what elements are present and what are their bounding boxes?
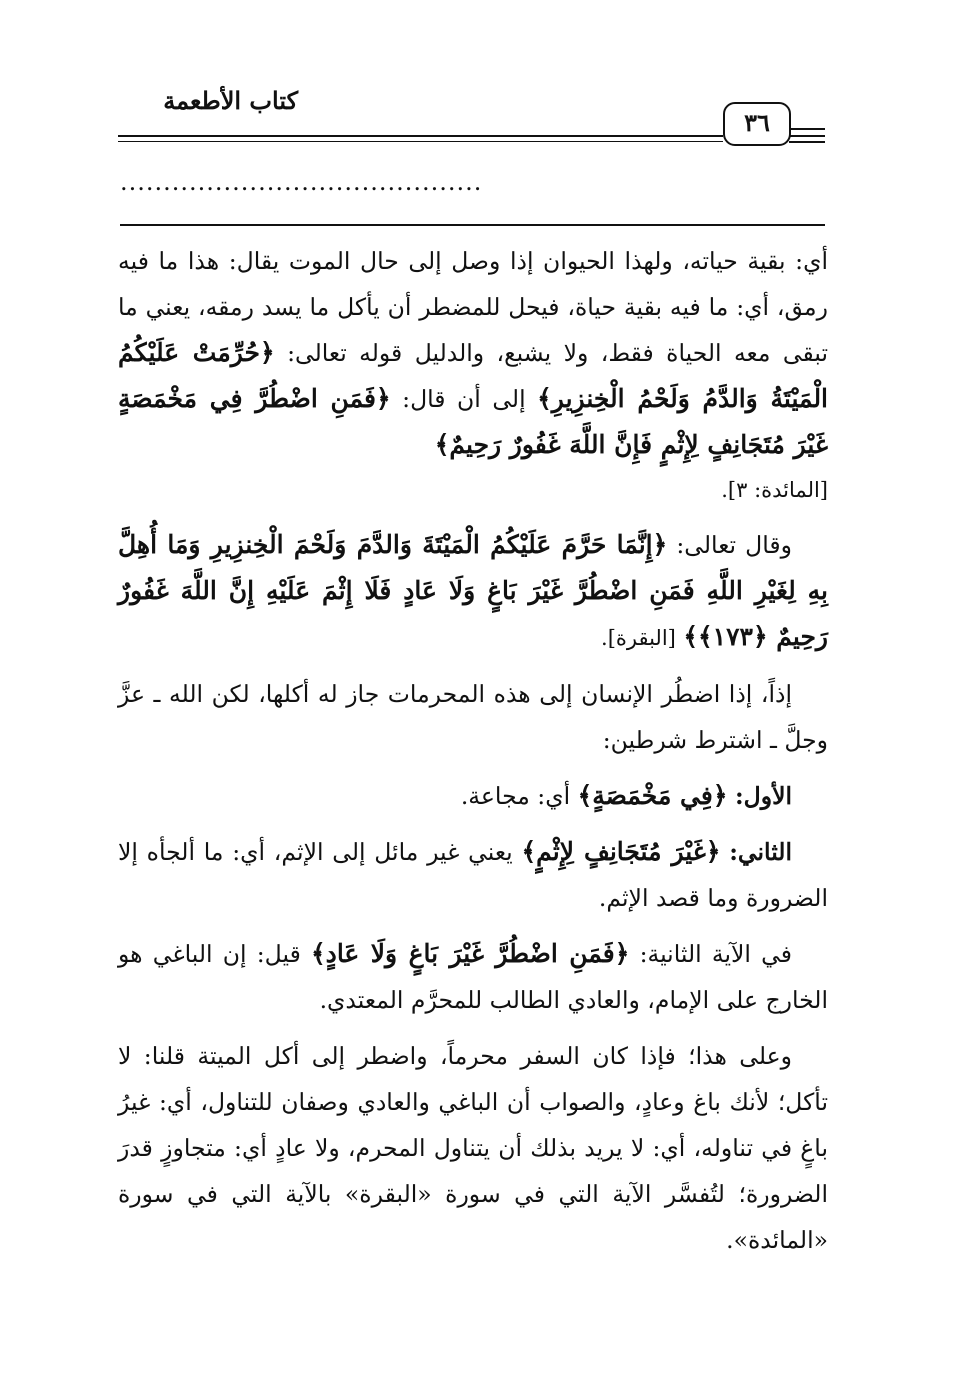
paragraph-2 bbox=[118, 522, 828, 661]
condition-first-label: الأول: bbox=[734, 782, 792, 810]
header-rule-left-2 bbox=[118, 141, 723, 142]
separator-line bbox=[120, 224, 825, 226]
paragraph-1 bbox=[118, 238, 828, 468]
quran-verse: ﴿فَمَنِ اضْطُرَّ غَيْرَ بَاغٍ وَلَا عَادٍ﴾ bbox=[311, 939, 630, 968]
verse-reference: [البقرة]. bbox=[601, 626, 676, 650]
quran-verse: ﴿حُرِّمَتْ عَلَيْكُمُ الْمَيْتَةُ وَالدَّمُ وَلَحْمُ الْخِنزِيرِ﴾ bbox=[118, 338, 829, 413]
quran-verse: ﴿فِي مَخْمَصَةٍ﴾ bbox=[577, 781, 728, 810]
paragraph-6 bbox=[118, 931, 828, 1023]
paragraph-6-text: قيل: إن الباغي هو الخارج على الإمام، والعادي الطالب للمحرَّم المعتدي. bbox=[118, 940, 828, 1014]
header-rule-right bbox=[789, 128, 825, 130]
condition-second-label: الثاني: bbox=[729, 838, 792, 866]
condition-second bbox=[118, 829, 828, 921]
verse-reference bbox=[118, 468, 828, 512]
header-rule-left bbox=[118, 135, 723, 137]
paragraph-2-intro: وقال تعالى: bbox=[676, 531, 792, 559]
page-body bbox=[118, 238, 828, 1378]
page-number: ٣٦ bbox=[723, 102, 791, 146]
paragraph-1-text: أي: بقية حياته، ولهذا الحيوان إذا وصل إلى حال الموت يقال: هذا ما فيه رمق، أي: ما فيه بقية حياة، فيحل للمضطر أن يأكل ما يسد رمقه، يعني ما تبقى معه الحياة فقط، ولا يشبع، والدليل قوله تعالى: bbox=[118, 247, 828, 367]
quran-verse: ﴿غَيْرَ مُتَجَانِفٍ لِإِثْمٍ﴾ bbox=[521, 837, 721, 866]
quran-verse: ﴿إِنَّمَا حَرَّمَ عَلَيْكُمُ الْمَيْتَةَ وَالدَّمَ وَلَحْمَ الْخِنزِيرِ وَمَا أُهِلَّ بِهِ لِغَيْرِ اللَّهِ فَمَنِ اضْطُرَّ غَيْرَ بَاغٍ وَلَا عَادٍ فَلَا إِثْمَ عَلَيْهِ إِنَّ اللَّهَ غَفُورٌ رَحِيمٌ ﴿١٧٣﴾﴾ bbox=[118, 530, 828, 651]
condition-second-text: يعني غير مائل إلى الإثم، أي: ما ألجأه إلا الضرورة وما قصد الإثم. bbox=[118, 838, 828, 912]
verse-reference-text: [المائدة: ٣]. bbox=[721, 478, 828, 502]
paragraph-3-text: إذاً، إذا اضطُر الإنسان إلى هذه المحرمات جاز له أكلها، لكن الله ـ عزَّ وجلَّ ـ اشترط شرطين: bbox=[118, 680, 828, 754]
page-header bbox=[0, 0, 955, 160]
running-title: كتاب الأطعمة bbox=[163, 86, 298, 115]
paragraph-7-text: وعلى هذا؛ فإذا كان السفر محرماً، واضطر إلى أكل الميتة قلنا: لا تأكل؛ لأنك باغ وعادٍ، والصواب أن الباغي والعادي وصفان للتناول، أي: غيرُ باغٍ في تناوله، أي: لا يريد بذلك أن يتناول المحرم، ولا عادٍ أي: متجاوزٍ قدرَ الضرورة؛ لتُفسَّر الآية التي في سورة «البقرة» بالآية التي في سورة «المائدة». bbox=[118, 1042, 828, 1254]
condition-first bbox=[118, 773, 828, 819]
paragraph-7 bbox=[118, 1033, 828, 1263]
paragraph-1-mid: إلى أن قال: bbox=[402, 385, 526, 413]
condition-first-text: أي: مجاعة. bbox=[460, 782, 571, 810]
quran-verse: ﴿فَمَنِ اضْطُرَّ فِي مَخْمَصَةٍ غَيْرَ مُتَجَانِفٍ لِإِثْمٍ فَإِنَّ اللَّهَ غَفُورٌ رَحِيمٌ﴾ bbox=[118, 384, 828, 459]
dotted-line: .......................................... bbox=[120, 168, 483, 196]
header-rule-right-3 bbox=[789, 141, 825, 143]
paragraph-3 bbox=[118, 671, 828, 763]
header-rule-right-2 bbox=[789, 135, 825, 137]
paragraph-6-intro: في الآية الثانية: bbox=[639, 940, 792, 968]
